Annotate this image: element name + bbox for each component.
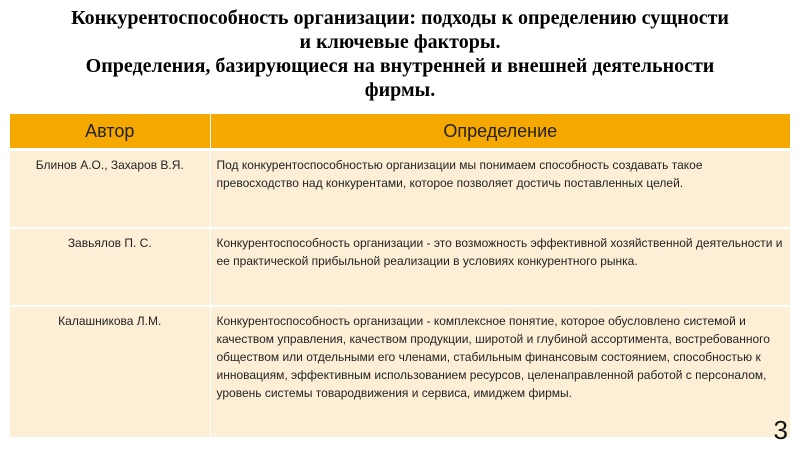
column-header-author: Автор: [10, 114, 210, 150]
table-row: [10, 228, 790, 306]
author-cell: Калашникова Л.М.: [10, 306, 210, 438]
table-header-row: [10, 114, 790, 150]
slide-subtitle-line: Определения, базирующиеся на внутренней и внешней деятельности: [85, 55, 715, 77]
author-cell: Завьялов П. С.: [10, 228, 210, 306]
definition-cell: Под конкурентоспособностью организации мы понимаем способность создавать такое превосходство над конкурентами, которое позволяет достичь поставленных целей.: [210, 150, 790, 228]
slide-title-line: Конкурентоспособность организации: подходы к определению сущности: [71, 7, 729, 29]
slide-title-line: и ключевые факторы.: [299, 31, 501, 53]
column-header-definition: Определение: [210, 114, 790, 150]
table-row: [10, 150, 790, 228]
author-cell: Блинов А.О., Захаров В.Я.: [10, 150, 210, 228]
definition-cell: Конкурентоспособность организации - комплексное понятие, которое обусловлено системой и качеством управления, качеством продукции, широтой и глубиной ассортимента, востребованного обществом или отдельными его членами, стабильным финансовым состоянием, способностью к инновациям, эффективным использованием ресурсов, целенаправленной работой с персоналом, уровень системы товародвижения и сервиса, имиджем фирмы.: [210, 306, 790, 438]
slide-number: 3: [773, 415, 788, 445]
definitions-table: [10, 114, 790, 439]
table-row: [10, 306, 790, 438]
slide-title: [0, 6, 800, 102]
slide-subtitle-line: фирмы.: [364, 79, 436, 101]
definition-cell: Конкурентоспособность организации - это возможность эффективной хозяйственной деятельности и ее практической прибыльной реализации в условиях конкурентного рынка.: [210, 228, 790, 306]
